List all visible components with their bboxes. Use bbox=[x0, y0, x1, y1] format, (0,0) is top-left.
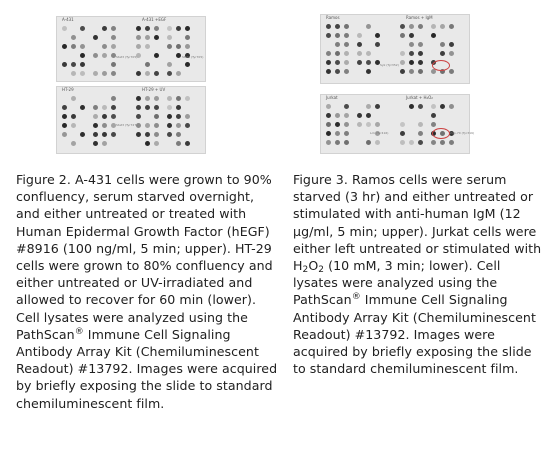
array-spot bbox=[440, 140, 445, 145]
fig2-top-blot-image bbox=[56, 16, 206, 82]
array-spot bbox=[431, 140, 436, 145]
array-spot bbox=[326, 140, 331, 145]
array-spot bbox=[400, 140, 405, 145]
array-spot bbox=[366, 122, 371, 127]
array-spot bbox=[102, 114, 107, 119]
array-spot bbox=[80, 62, 85, 67]
array-spot bbox=[344, 104, 349, 109]
blot-label: Jurkat bbox=[326, 95, 338, 100]
array-spot bbox=[185, 141, 190, 146]
array-spot bbox=[62, 132, 67, 137]
array-spot bbox=[136, 26, 141, 31]
array-spot bbox=[366, 51, 371, 56]
array-spot bbox=[154, 114, 159, 119]
array-spot bbox=[176, 96, 181, 101]
blot-label: A-431 bbox=[62, 17, 74, 22]
subscript: 2 bbox=[302, 265, 309, 276]
array-spot bbox=[111, 35, 116, 40]
array-spot bbox=[167, 26, 172, 31]
blot-label: A-431 +EGF bbox=[142, 17, 167, 22]
array-spot bbox=[326, 24, 331, 29]
array-spot bbox=[185, 62, 190, 67]
array-spot bbox=[62, 44, 67, 49]
array-spot bbox=[111, 105, 116, 110]
array-spot bbox=[154, 123, 159, 128]
array-spot bbox=[185, 44, 190, 49]
dot-grid bbox=[320, 94, 470, 154]
array-spot bbox=[400, 69, 405, 74]
array-spot bbox=[185, 123, 190, 128]
array-spot bbox=[344, 51, 349, 56]
array-spot bbox=[418, 131, 423, 136]
array-spot bbox=[335, 60, 340, 65]
dot-grid bbox=[320, 14, 470, 84]
array-spot bbox=[357, 51, 362, 56]
array-spot bbox=[418, 69, 423, 74]
array-spot bbox=[176, 141, 181, 146]
array-spot bbox=[185, 35, 190, 40]
array-spot bbox=[409, 33, 414, 38]
array-spot bbox=[167, 96, 172, 101]
array-spot bbox=[71, 35, 76, 40]
array-spot bbox=[62, 123, 67, 128]
fig3-top-blot-image bbox=[320, 14, 470, 84]
figure-3-caption bbox=[293, 171, 547, 377]
array-spot bbox=[62, 62, 67, 67]
array-spot bbox=[400, 131, 405, 136]
callout-label: Stat3 (Tyr727) bbox=[116, 123, 138, 127]
array-spot bbox=[176, 123, 181, 128]
array-spot bbox=[176, 53, 181, 58]
array-spot bbox=[431, 113, 436, 118]
array-spot bbox=[375, 122, 380, 127]
array-spot bbox=[335, 122, 340, 127]
array-spot bbox=[375, 104, 380, 109]
array-spot bbox=[344, 24, 349, 29]
array-spot bbox=[167, 62, 172, 67]
array-spot bbox=[136, 71, 141, 76]
array-spot bbox=[344, 113, 349, 118]
array-spot bbox=[185, 114, 190, 119]
array-spot bbox=[111, 71, 116, 76]
array-spot bbox=[102, 141, 107, 146]
array-spot bbox=[80, 71, 85, 76]
array-spot bbox=[111, 132, 116, 137]
array-spot bbox=[93, 71, 98, 76]
array-spot bbox=[145, 141, 150, 146]
array-spot bbox=[136, 132, 141, 137]
array-spot bbox=[93, 123, 98, 128]
array-spot bbox=[449, 69, 454, 74]
array-spot bbox=[431, 33, 436, 38]
array-spot bbox=[326, 131, 331, 136]
array-spot bbox=[357, 33, 362, 38]
array-spot bbox=[335, 51, 340, 56]
array-spot bbox=[62, 26, 67, 31]
array-spot bbox=[111, 62, 116, 67]
array-spot bbox=[145, 62, 150, 67]
array-spot bbox=[102, 105, 107, 110]
array-spot bbox=[409, 60, 414, 65]
array-spot bbox=[80, 53, 85, 58]
array-spot bbox=[71, 71, 76, 76]
fig3-bottom-blot-image bbox=[320, 94, 475, 154]
array-spot bbox=[167, 105, 172, 110]
array-spot bbox=[154, 132, 159, 137]
array-spot bbox=[418, 60, 423, 65]
array-spot bbox=[449, 51, 454, 56]
array-spot bbox=[366, 104, 371, 109]
array-spot bbox=[136, 96, 141, 101]
array-spot bbox=[154, 53, 159, 58]
caption-text: Immune Cell Signaling Antibody Array Kit (Chemiluminescent Readout) #13792. Images were acquired by briefly exposing the slide to standard chemiluminescent film. bbox=[293, 292, 536, 377]
array-spot bbox=[93, 35, 98, 40]
array-spot bbox=[400, 60, 405, 65]
array-spot bbox=[409, 140, 414, 145]
array-spot bbox=[93, 105, 98, 110]
array-spot bbox=[335, 113, 340, 118]
array-spot bbox=[375, 140, 380, 145]
array-spot bbox=[409, 51, 414, 56]
array-spot bbox=[449, 24, 454, 29]
array-spot bbox=[335, 140, 340, 145]
registered-mark: ® bbox=[351, 292, 361, 303]
array-spot bbox=[167, 114, 172, 119]
callout-label: Zap-70 (Tyr319) bbox=[450, 131, 475, 135]
array-spot bbox=[185, 96, 190, 101]
array-spot bbox=[449, 104, 454, 109]
array-spot bbox=[176, 105, 181, 110]
array-spot bbox=[344, 131, 349, 136]
array-spot bbox=[449, 42, 454, 47]
highlight-ring bbox=[432, 128, 450, 139]
array-spot bbox=[93, 141, 98, 146]
array-spot bbox=[344, 69, 349, 74]
array-spot bbox=[136, 105, 141, 110]
registered-mark: ® bbox=[74, 326, 84, 337]
array-spot bbox=[145, 26, 150, 31]
array-spot bbox=[176, 132, 181, 137]
array-spot bbox=[167, 35, 172, 40]
array-spot bbox=[400, 33, 405, 38]
callout-label: Lck (Tyr416) bbox=[370, 131, 389, 135]
dot-grid bbox=[56, 16, 206, 82]
array-spot bbox=[93, 114, 98, 119]
array-spot bbox=[71, 141, 76, 146]
array-spot bbox=[154, 35, 159, 40]
array-spot bbox=[176, 26, 181, 31]
caption-text: Figure 2. A-431 cells were grown to 90% confluency, serum starved overnight, and either untreated or treated with Human Epidermal Growth Factor (hEGF) #8916 (100 ng/ml, 5 min; upper). HT-29 cells were grown to 80% confluency and either untreated or UV-irradiated and allowed to recover for 60 min (lower). Cell lysates were analyzed using the PathScan bbox=[16, 172, 273, 342]
array-spot bbox=[335, 24, 340, 29]
blot-label: HT-29 bbox=[62, 87, 74, 92]
array-spot bbox=[176, 114, 181, 119]
caption-text: Figure 3. Ramos cells were serum starved (3 hr) and either untreated or stimulated with anti-human IgM (12 µg/ml, 5 min; upper). Jurkat cells were either left untreated or stimulated with H bbox=[293, 172, 542, 274]
array-spot bbox=[154, 96, 159, 101]
array-spot bbox=[102, 26, 107, 31]
array-spot bbox=[418, 140, 423, 145]
array-spot bbox=[71, 44, 76, 49]
array-spot bbox=[409, 104, 414, 109]
array-spot bbox=[357, 113, 362, 118]
array-spot bbox=[326, 33, 331, 38]
array-spot bbox=[440, 51, 445, 56]
array-spot bbox=[102, 123, 107, 128]
array-spot bbox=[167, 71, 172, 76]
array-spot bbox=[136, 44, 141, 49]
array-spot bbox=[344, 42, 349, 47]
array-spot bbox=[326, 104, 331, 109]
array-spot bbox=[62, 114, 67, 119]
array-spot bbox=[176, 71, 181, 76]
array-spot bbox=[71, 96, 76, 101]
highlight-ring bbox=[432, 60, 450, 71]
array-spot bbox=[154, 26, 159, 31]
array-spot bbox=[145, 96, 150, 101]
array-spot bbox=[357, 42, 362, 47]
caption-text: Immune Cell Signaling Antibody Array Kit (Chemiluminescent Readout) #13792. Images were acquired by briefly exposing the slide to standard chemiluminescent film. bbox=[16, 326, 278, 411]
array-spot bbox=[418, 122, 423, 127]
array-spot bbox=[145, 71, 150, 76]
blot-label: Jurkat + H₂O₂ bbox=[406, 95, 433, 100]
array-spot bbox=[366, 113, 371, 118]
array-spot bbox=[375, 33, 380, 38]
array-spot bbox=[431, 24, 436, 29]
array-spot bbox=[431, 104, 436, 109]
blot-label: Ramos bbox=[326, 15, 340, 20]
array-spot bbox=[102, 53, 107, 58]
array-spot bbox=[409, 42, 414, 47]
blot-label: Ramos + IgM bbox=[406, 15, 433, 20]
callout-label: Syk (Tyr352) bbox=[380, 63, 399, 67]
array-spot bbox=[80, 44, 85, 49]
array-spot bbox=[62, 105, 67, 110]
array-spot bbox=[176, 44, 181, 49]
array-spot bbox=[145, 44, 150, 49]
subscript: 2 bbox=[318, 265, 325, 276]
array-spot bbox=[111, 114, 116, 119]
array-spot bbox=[400, 51, 405, 56]
array-spot bbox=[80, 105, 85, 110]
callout-label: Stat3 (Tyr705) bbox=[116, 55, 138, 59]
array-spot bbox=[145, 123, 150, 128]
array-spot bbox=[366, 60, 371, 65]
array-spot bbox=[335, 131, 340, 136]
array-spot bbox=[344, 122, 349, 127]
array-spot bbox=[93, 53, 98, 58]
array-spot bbox=[335, 42, 340, 47]
array-spot bbox=[326, 113, 331, 118]
array-spot bbox=[418, 104, 423, 109]
array-spot bbox=[154, 71, 159, 76]
array-spot bbox=[418, 51, 423, 56]
array-spot bbox=[102, 44, 107, 49]
array-spot bbox=[366, 24, 371, 29]
caption-text: O bbox=[308, 258, 319, 274]
array-spot bbox=[431, 122, 436, 127]
array-spot bbox=[344, 140, 349, 145]
array-spot bbox=[375, 42, 380, 47]
array-spot bbox=[111, 96, 116, 101]
array-spot bbox=[335, 33, 340, 38]
array-spot bbox=[145, 105, 150, 110]
blot-label: HT-29 + UV bbox=[142, 87, 166, 92]
array-spot bbox=[335, 69, 340, 74]
array-spot bbox=[111, 26, 116, 31]
array-spot bbox=[366, 140, 371, 145]
array-spot bbox=[71, 123, 76, 128]
array-spot bbox=[167, 132, 172, 137]
array-spot bbox=[344, 60, 349, 65]
array-spot bbox=[409, 24, 414, 29]
array-spot bbox=[418, 24, 423, 29]
array-spot bbox=[409, 69, 414, 74]
array-spot bbox=[136, 114, 141, 119]
dot-grid bbox=[56, 86, 206, 154]
array-spot bbox=[93, 132, 98, 137]
array-spot bbox=[366, 69, 371, 74]
array-spot bbox=[102, 132, 107, 137]
array-spot bbox=[357, 122, 362, 127]
figure-2-caption bbox=[16, 171, 278, 412]
array-spot bbox=[400, 122, 405, 127]
array-spot bbox=[154, 105, 159, 110]
array-spot bbox=[357, 60, 362, 65]
array-spot bbox=[400, 24, 405, 29]
fig2-bottom-blot-image bbox=[56, 86, 206, 154]
array-spot bbox=[71, 114, 76, 119]
array-spot bbox=[440, 42, 445, 47]
array-spot bbox=[418, 42, 423, 47]
array-spot bbox=[344, 33, 349, 38]
array-spot bbox=[326, 60, 331, 65]
caption-text: (10 mM, 3 min; lower). Cell lysates were analyzed using the PathScan bbox=[293, 258, 501, 308]
array-spot bbox=[440, 24, 445, 29]
array-spot bbox=[326, 51, 331, 56]
array-spot bbox=[102, 71, 107, 76]
array-spot bbox=[167, 123, 172, 128]
callout-label: Stat3 (Tyr705) bbox=[182, 55, 204, 59]
array-spot bbox=[136, 35, 141, 40]
array-spot bbox=[326, 122, 331, 127]
array-spot bbox=[71, 62, 76, 67]
array-spot bbox=[145, 132, 150, 137]
array-spot bbox=[440, 104, 445, 109]
array-spot bbox=[111, 44, 116, 49]
array-spot bbox=[80, 26, 85, 31]
array-spot bbox=[154, 141, 159, 146]
array-spot bbox=[449, 140, 454, 145]
array-spot bbox=[80, 132, 85, 137]
array-spot bbox=[145, 35, 150, 40]
array-spot bbox=[185, 26, 190, 31]
array-spot bbox=[167, 44, 172, 49]
array-spot bbox=[326, 69, 331, 74]
